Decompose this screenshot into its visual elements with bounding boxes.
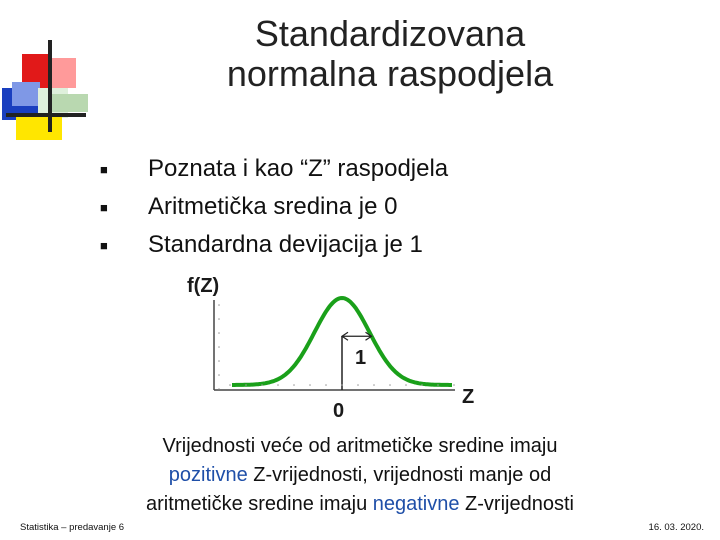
grid-dot [309, 384, 311, 386]
grid-dot [453, 384, 455, 386]
grid-dot [389, 384, 391, 386]
bullet-text: Aritmetička sredina je 0 [148, 193, 398, 220]
grid-dot [357, 384, 359, 386]
square-bullet-icon: ■ [100, 199, 108, 215]
grid-dot [373, 384, 375, 386]
footnote-part-2: Z-vrijednosti, vrijednosti manje od [247, 464, 552, 486]
mean-label: 0 [333, 400, 345, 422]
bullet-text: Standardna devijacija je 1 [148, 231, 423, 258]
grid-dot [405, 384, 407, 386]
title-line-2: normalna raspodjela [226, 53, 554, 94]
footnote-part-3: aritmetičke sredine imaju [146, 493, 373, 515]
grid-dot [218, 360, 220, 362]
grid-dot [421, 384, 423, 386]
explanation-text [60, 432, 660, 519]
grid-dot [341, 384, 343, 386]
bullet-text: Poznata i kao “Z” raspodjela [148, 155, 449, 182]
sd-label: 1 [355, 347, 367, 369]
title-line-1: Standardizovana [254, 13, 526, 54]
grid-dot [218, 318, 220, 320]
grid-dot [325, 384, 327, 386]
footnote-line-1 [60, 432, 660, 461]
footer-course: Statistika – predavanje 6 [20, 522, 125, 533]
x-axis-label: Z [462, 386, 475, 408]
square-bullet-icon: ■ [100, 161, 108, 177]
grid-dot [245, 384, 247, 386]
grid-dot [261, 384, 263, 386]
grid-dot [218, 374, 220, 376]
grid-dot [437, 384, 439, 386]
positive-highlight: pozitivne [168, 464, 248, 486]
footnote-line-2 [60, 461, 660, 490]
y-axis-label: f(Z) [187, 275, 220, 297]
square-bullet-icon: ■ [100, 237, 108, 253]
grid-dot [293, 384, 295, 386]
grid-dot [218, 346, 220, 348]
negative-highlight: negativne [372, 493, 460, 515]
footer-date: 16. 03. 2020. [648, 522, 704, 533]
grid-dot [229, 384, 231, 386]
footnote-part-4: Z-vrijednosti [459, 493, 574, 515]
grid-dot [277, 384, 279, 386]
footnote-part-1: Vrijednosti veće od aritmetičke sredine imaju [162, 435, 558, 457]
grid-dot [218, 304, 220, 306]
grid-dot [218, 388, 220, 390]
grid-dot [218, 332, 220, 334]
footnote-line-3 [60, 490, 660, 519]
